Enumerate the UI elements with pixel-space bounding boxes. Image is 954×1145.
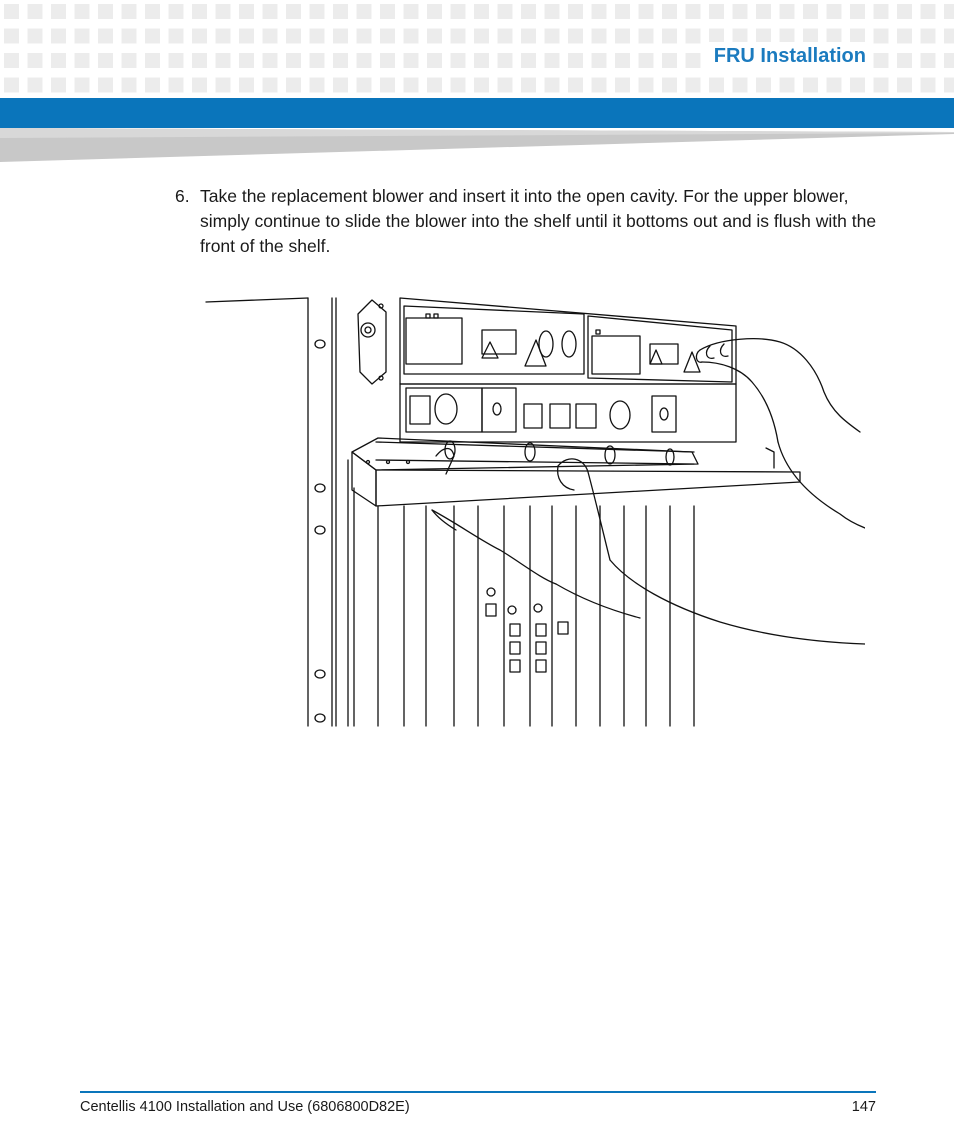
footer-rule (80, 1091, 876, 1093)
footer-page-number: 147 (851, 1099, 876, 1115)
step-number: 6. (175, 186, 190, 206)
step-text: Take the replacement blower and insert it into the open cavity. For the upper blower, simply continue to slide the blower into the shelf until it bottoms out and is flush with the front of the shelf. (200, 186, 877, 256)
rack-rail-holes (315, 340, 325, 722)
section-title: FRU Installation (708, 42, 872, 70)
blower-insertion-illustration (200, 292, 865, 732)
footer-document-title: Centellis 4100 Installation and Use (6806800D82E) (80, 1099, 410, 1115)
header-blue-band (0, 98, 954, 128)
card-connectors (486, 588, 568, 672)
header-grey-wedge (0, 128, 954, 164)
